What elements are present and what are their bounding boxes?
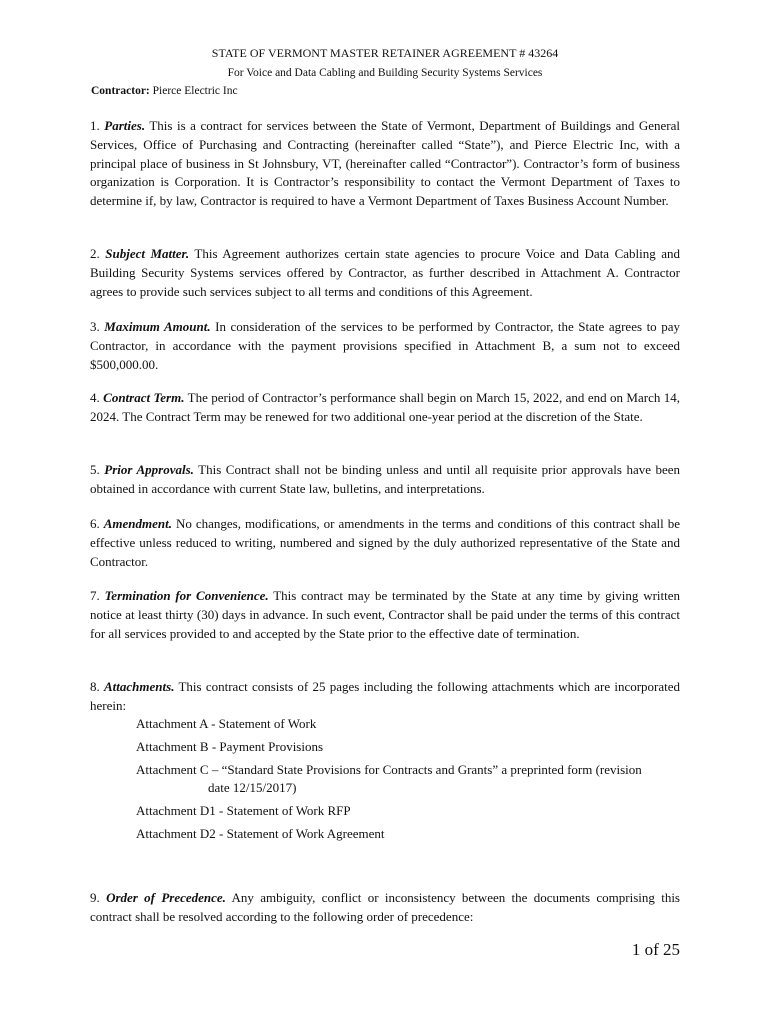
contractor-name: Pierce Electric Inc [152, 85, 238, 97]
section-number: 1. [90, 118, 100, 133]
section-heading: Parties. [104, 118, 146, 133]
page-number: 1 of 25 [631, 940, 680, 959]
document-title: STATE OF VERMONT MASTER RETAINER AGREEMENT # 43264 [211, 46, 559, 60]
section-number: 2. [90, 246, 100, 261]
section-order-of-precedence [90, 889, 680, 927]
section-heading: Contract Term. [103, 390, 185, 405]
section-body: This is a contract for services between the State of Vermont, Department of Buildings and General Services, Office of Purchasing and Contracting (hereinafter called “State”), and Pierce Electric Inc, with a principal place of business in St Johnsbury, VT, (hereinafter called “Contractor”). Contractor’s form of business organization is Corporation. It is Contractor’s responsibility to contact the Vermont Department of Taxes to determine if, by law, Contractor is required to have a Vermont Department of Taxes Business Account Number. [90, 118, 680, 209]
section-maximum-amount [90, 318, 680, 374]
section-body: This Agreement authorizes certain state agencies to procure Voice and Data Cabling and Building Security Systems services offered by Contractor, as further described in Attachment A. Contractor agrees to provide such services subject to all terms and conditions of this Agreement. [90, 246, 681, 299]
section-heading: Prior Approvals. [104, 462, 194, 477]
section-heading: Attachments. [104, 679, 175, 694]
attachment-d1 [136, 802, 351, 820]
attachment-d1-text: Attachment D1 - Statement of Work RFP [136, 803, 351, 818]
section-body: The period of Contractor’s performance shall begin on March 15, 2022, and end on March 14, 2024. The Contract Term may be renewed for two additional one-year period at the discretion of the State. [90, 390, 680, 424]
section-heading: Maximum Amount. [104, 319, 211, 334]
section-number: 7. [90, 588, 100, 603]
section-body: This contract may be terminated by the State at any time by giving written notice at least thirty (30) days in advance. In such event, Contractor shall be paid under the terms of this contract for all services provided to and accepted by the State prior to the effective date of termination. [90, 588, 681, 641]
attachment-c-continued: date 12/15/2017) [208, 780, 297, 795]
section-number: 4. [90, 390, 100, 405]
section-number: 6. [90, 516, 100, 531]
section-termination [90, 587, 680, 643]
section-subject-matter [90, 245, 680, 301]
section-amendment [90, 515, 680, 571]
section-parties [90, 117, 680, 211]
contractor-label: Contractor: [91, 85, 150, 97]
section-number: 3. [90, 319, 100, 334]
section-body: No changes, modifications, or amendments in the terms and conditions of this contract shall be effective unless reduced to writing, numbered and signed by the duly authorized representative of the State and Contractor. [90, 516, 681, 569]
section-number: 8. [90, 679, 100, 694]
section-body: In consideration of the services to be performed by Contractor, the State agrees to pay Contractor, in accordance with the payment provisions specified in Attachment B, a sum not to exceed $500,000.00. [90, 319, 680, 372]
section-contract-term [90, 389, 680, 427]
section-prior-approvals [90, 461, 680, 499]
section-body: Any ambiguity, conflict or inconsistency between the documents comprising this contract shall be resolved according to the following order of precedence: [90, 890, 680, 924]
document-subtitle: For Voice and Data Cabling and Building Security Systems Services [227, 67, 543, 79]
section-body: This contract consists of 25 pages including the following attachments which are incorporated herein: [90, 679, 681, 713]
attachment-b: Attachment B - Payment Provisions [136, 739, 324, 754]
attachment-a: Attachment A - Statement of Work [136, 716, 317, 731]
contractor-line [91, 85, 238, 97]
section-heading: Amendment. [103, 516, 172, 531]
section-number: 9. [90, 890, 100, 905]
section-number: 5. [90, 462, 100, 477]
section-heading: Subject Matter. [105, 246, 190, 261]
section-attachments [90, 678, 680, 716]
attachment-d2: Attachment D2 - Statement of Work Agreement [136, 826, 385, 841]
section-heading: Termination for Convenience. [104, 588, 269, 603]
section-heading: Order of Precedence. [106, 890, 226, 905]
section-body: This Contract shall not be binding unless and until all requisite prior approvals have been obtained in accordance with current State law, bulletins, and interpretations. [90, 462, 681, 496]
attachment-c: Attachment C – “Standard State Provisions for Contracts and Grants” a preprinted form (revision [136, 762, 642, 777]
